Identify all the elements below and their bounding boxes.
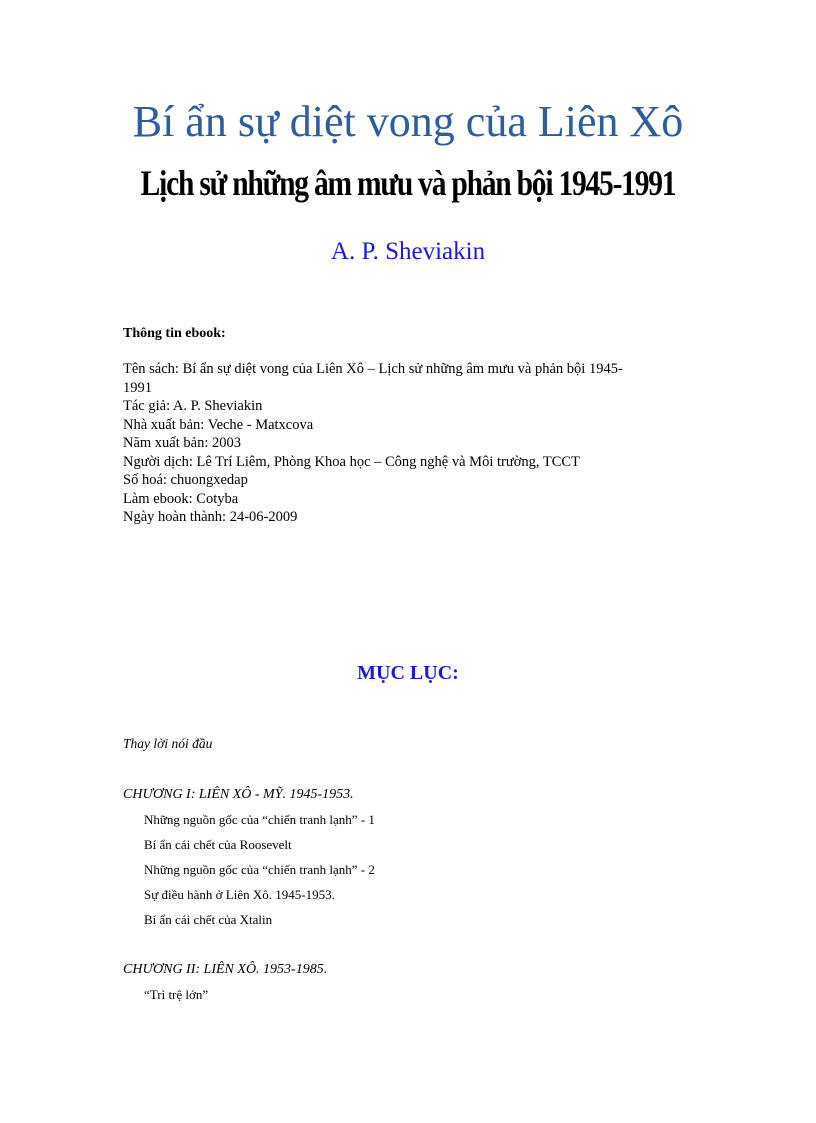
info-line-publisher: Nhà xuất bản: Veche - Matxcova [123,416,314,433]
book-subtitle: Lịch sử những âm mưu và phản bội 1945-1991 [140,163,676,203]
toc-heading: MỤC LỤC: [357,662,459,684]
info-line-year: Năm xuất bản: 2003 [123,435,241,451]
toc-chapter-2-link[interactable]: CHƯƠNG II: LIÊN XÔ. 1953-1985. [123,962,328,977]
toc-section-link[interactable]: Bí ẩn cái chết của Xtalin [144,912,273,927]
toc-section-link[interactable]: Những nguồn gốc của “chiến tranh lạnh” - 2 [144,862,375,877]
toc-section-link[interactable]: Bí ẩn cái chết của Roosevelt [144,837,292,852]
info-line-author: Tác giả: A. P. Sheviakin [123,398,263,414]
info-line-title: Tên sách: Bí ẩn sự diệt vong của Liên Xô – Lịch sử những âm mưu và phản bội 1945- [123,361,623,377]
toc-section-link[interactable]: Sự điều hành ở Liên Xô. 1945-1953. [144,887,335,902]
info-line-ebook-maker: Làm ebook: Cotyba [123,490,239,507]
ebook-info-heading: Thông tin ebook: [123,326,226,341]
toc-section-link[interactable]: “Trì trệ lớn” [144,987,209,1002]
toc-section-link[interactable]: Những nguồn gốc của “chiến tranh lạnh” - 1 [144,812,375,827]
toc-preface-link[interactable]: Thay lời nói đầu [123,736,213,751]
ebook-info-list [123,360,703,527]
info-line-completed: Ngày hoàn thành: 24-06-2009 [123,509,298,525]
book-title: Bí ẩn sự diệt vong của Liên Xô [132,97,684,146]
info-line-title-cont: 1991 [123,379,152,396]
book-author: A. P. Sheviakin [330,238,486,265]
toc-chapter-1-link[interactable]: CHƯƠNG I: LIÊN XÔ - MỸ. 1945-1953. [123,787,354,802]
info-line-digitized: Số hoá: chuongxedap [123,472,248,488]
info-line-translator: Người dịch: Lê Trí Liêm, Phòng Khoa học – Công nghệ và Môi trường, TCCT [123,453,580,470]
